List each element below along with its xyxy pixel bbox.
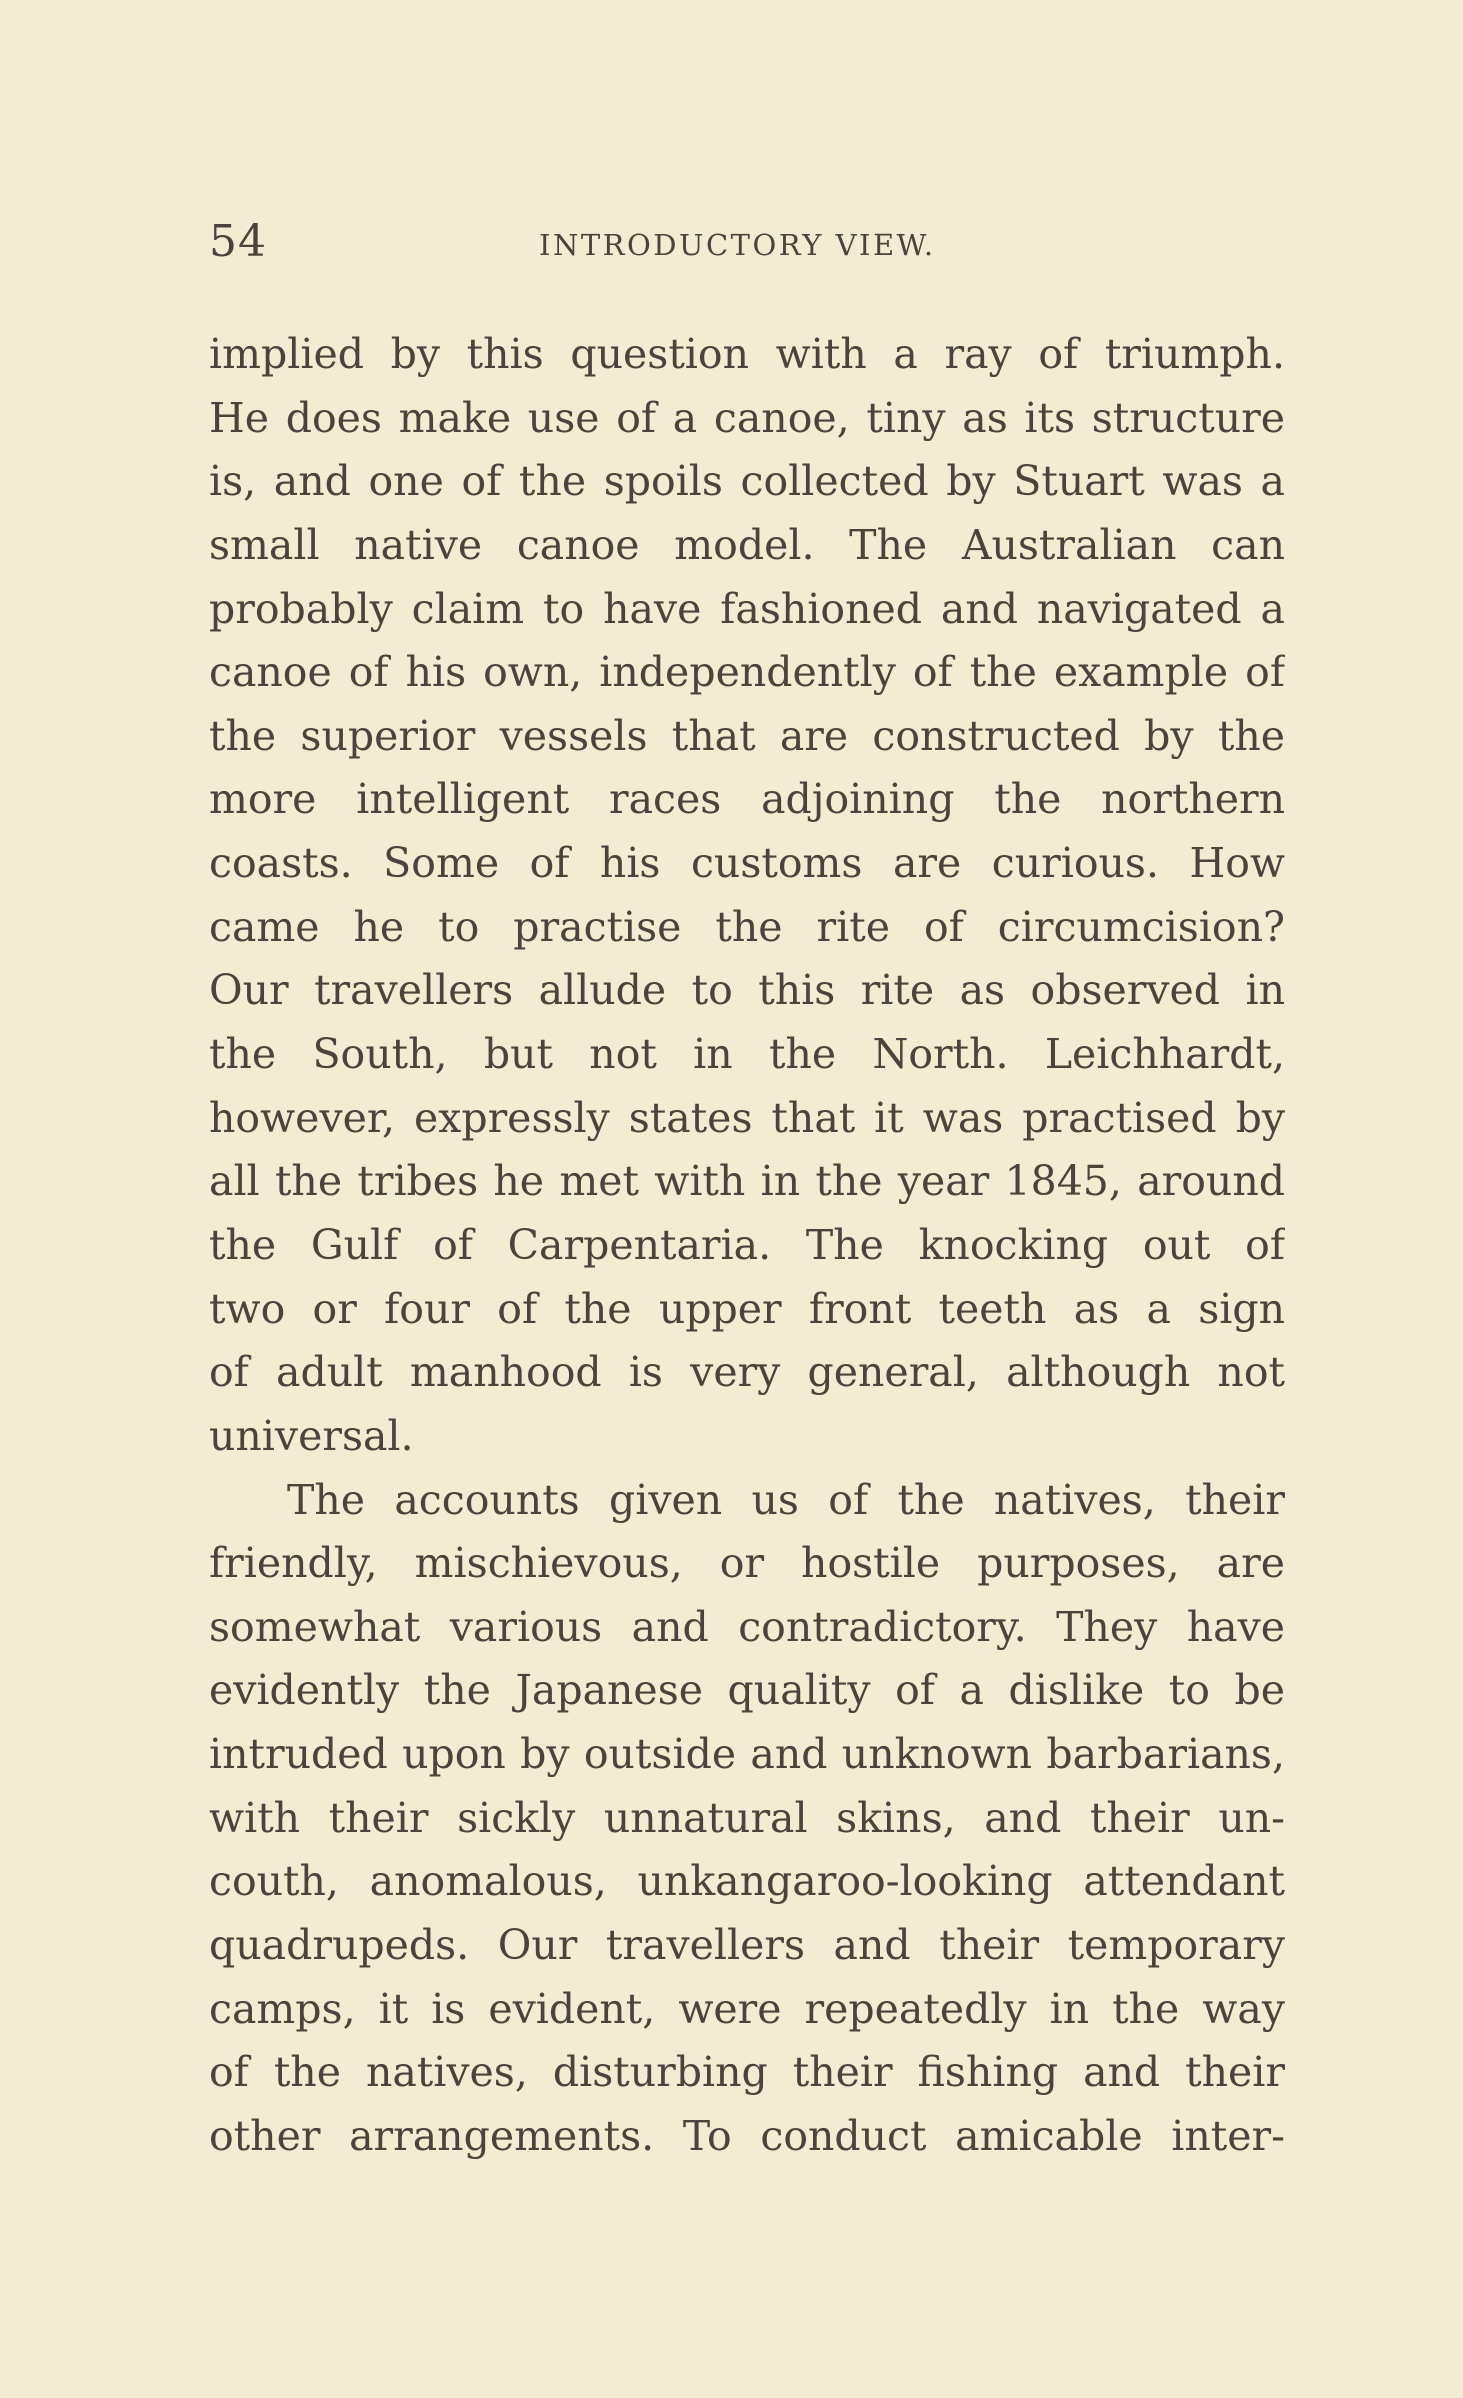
text-line: friendly, mischievous, or hostile purposes, are bbox=[209, 1539, 1285, 1588]
text-line: quadrupeds. Our travellers and their temporary bbox=[209, 1921, 1285, 1970]
text-line: of the natives, disturbing their fishing and their bbox=[209, 2048, 1285, 2097]
text-line: the Gulf of Carpentaria. The knocking out of bbox=[209, 1220, 1285, 1269]
page-number: 54 bbox=[209, 216, 267, 267]
text-line: implied by this question with a ray of triumph. bbox=[209, 330, 1285, 378]
text-line: He does make use of a canoe, tiny as its structure bbox=[209, 393, 1285, 442]
text-line: coasts. Some of his customs are curious. How bbox=[209, 839, 1285, 888]
text-line: evidently the Japanese quality of a dislike to be bbox=[209, 1666, 1285, 1715]
text-line: however, expressly states that it was practised by bbox=[209, 1093, 1285, 1142]
running-head bbox=[209, 212, 1285, 272]
text-line: intruded upon by outside and unknown barbarians, bbox=[209, 1730, 1285, 1779]
body-text bbox=[209, 323, 1285, 2169]
paragraph-start-line: The accounts given us of the natives, their bbox=[287, 1475, 1285, 1524]
text-line: other arrangements. To conduct amicable inter- bbox=[209, 2111, 1285, 2160]
text-line: more intelligent races adjoining the northern bbox=[209, 775, 1285, 824]
text-line: probably claim to have fashioned and navigated a bbox=[209, 584, 1285, 633]
text-line: with their sickly unnatural skins, and their un- bbox=[209, 1793, 1285, 1842]
text-line: the South, but not in the North. Leichhardt, bbox=[209, 1030, 1285, 1079]
text-line: small native canoe model. The Australian can bbox=[209, 520, 1285, 569]
text-line: couth, anomalous, unkangaroo-looking attendant bbox=[209, 1857, 1285, 1906]
text-line: canoe of his own, independently of the example of bbox=[209, 648, 1285, 697]
text-line: Our travellers allude to this rite as observed in bbox=[209, 966, 1285, 1015]
text-line: camps, it is evident, were repeatedly in the way bbox=[209, 1984, 1285, 2033]
text-line: two or four of the upper front teeth as a sign bbox=[209, 1284, 1285, 1333]
text-line: came he to practise the rite of circumcision? bbox=[209, 902, 1285, 951]
text-line: of adult manhood is very general, although not bbox=[209, 1348, 1285, 1397]
running-title: INTRODUCTORY VIEW. bbox=[539, 228, 936, 262]
paragraph-end-line: universal. bbox=[209, 1411, 414, 1460]
text-line: the superior vessels that are constructed by the bbox=[209, 711, 1285, 760]
text-line: is, and one of the spoils collected by Stuart was a bbox=[209, 457, 1285, 506]
text-line: all the tribes he met with in the year 1845, around bbox=[209, 1157, 1285, 1206]
text-line: somewhat various and contradictory. They have bbox=[209, 1602, 1285, 1651]
